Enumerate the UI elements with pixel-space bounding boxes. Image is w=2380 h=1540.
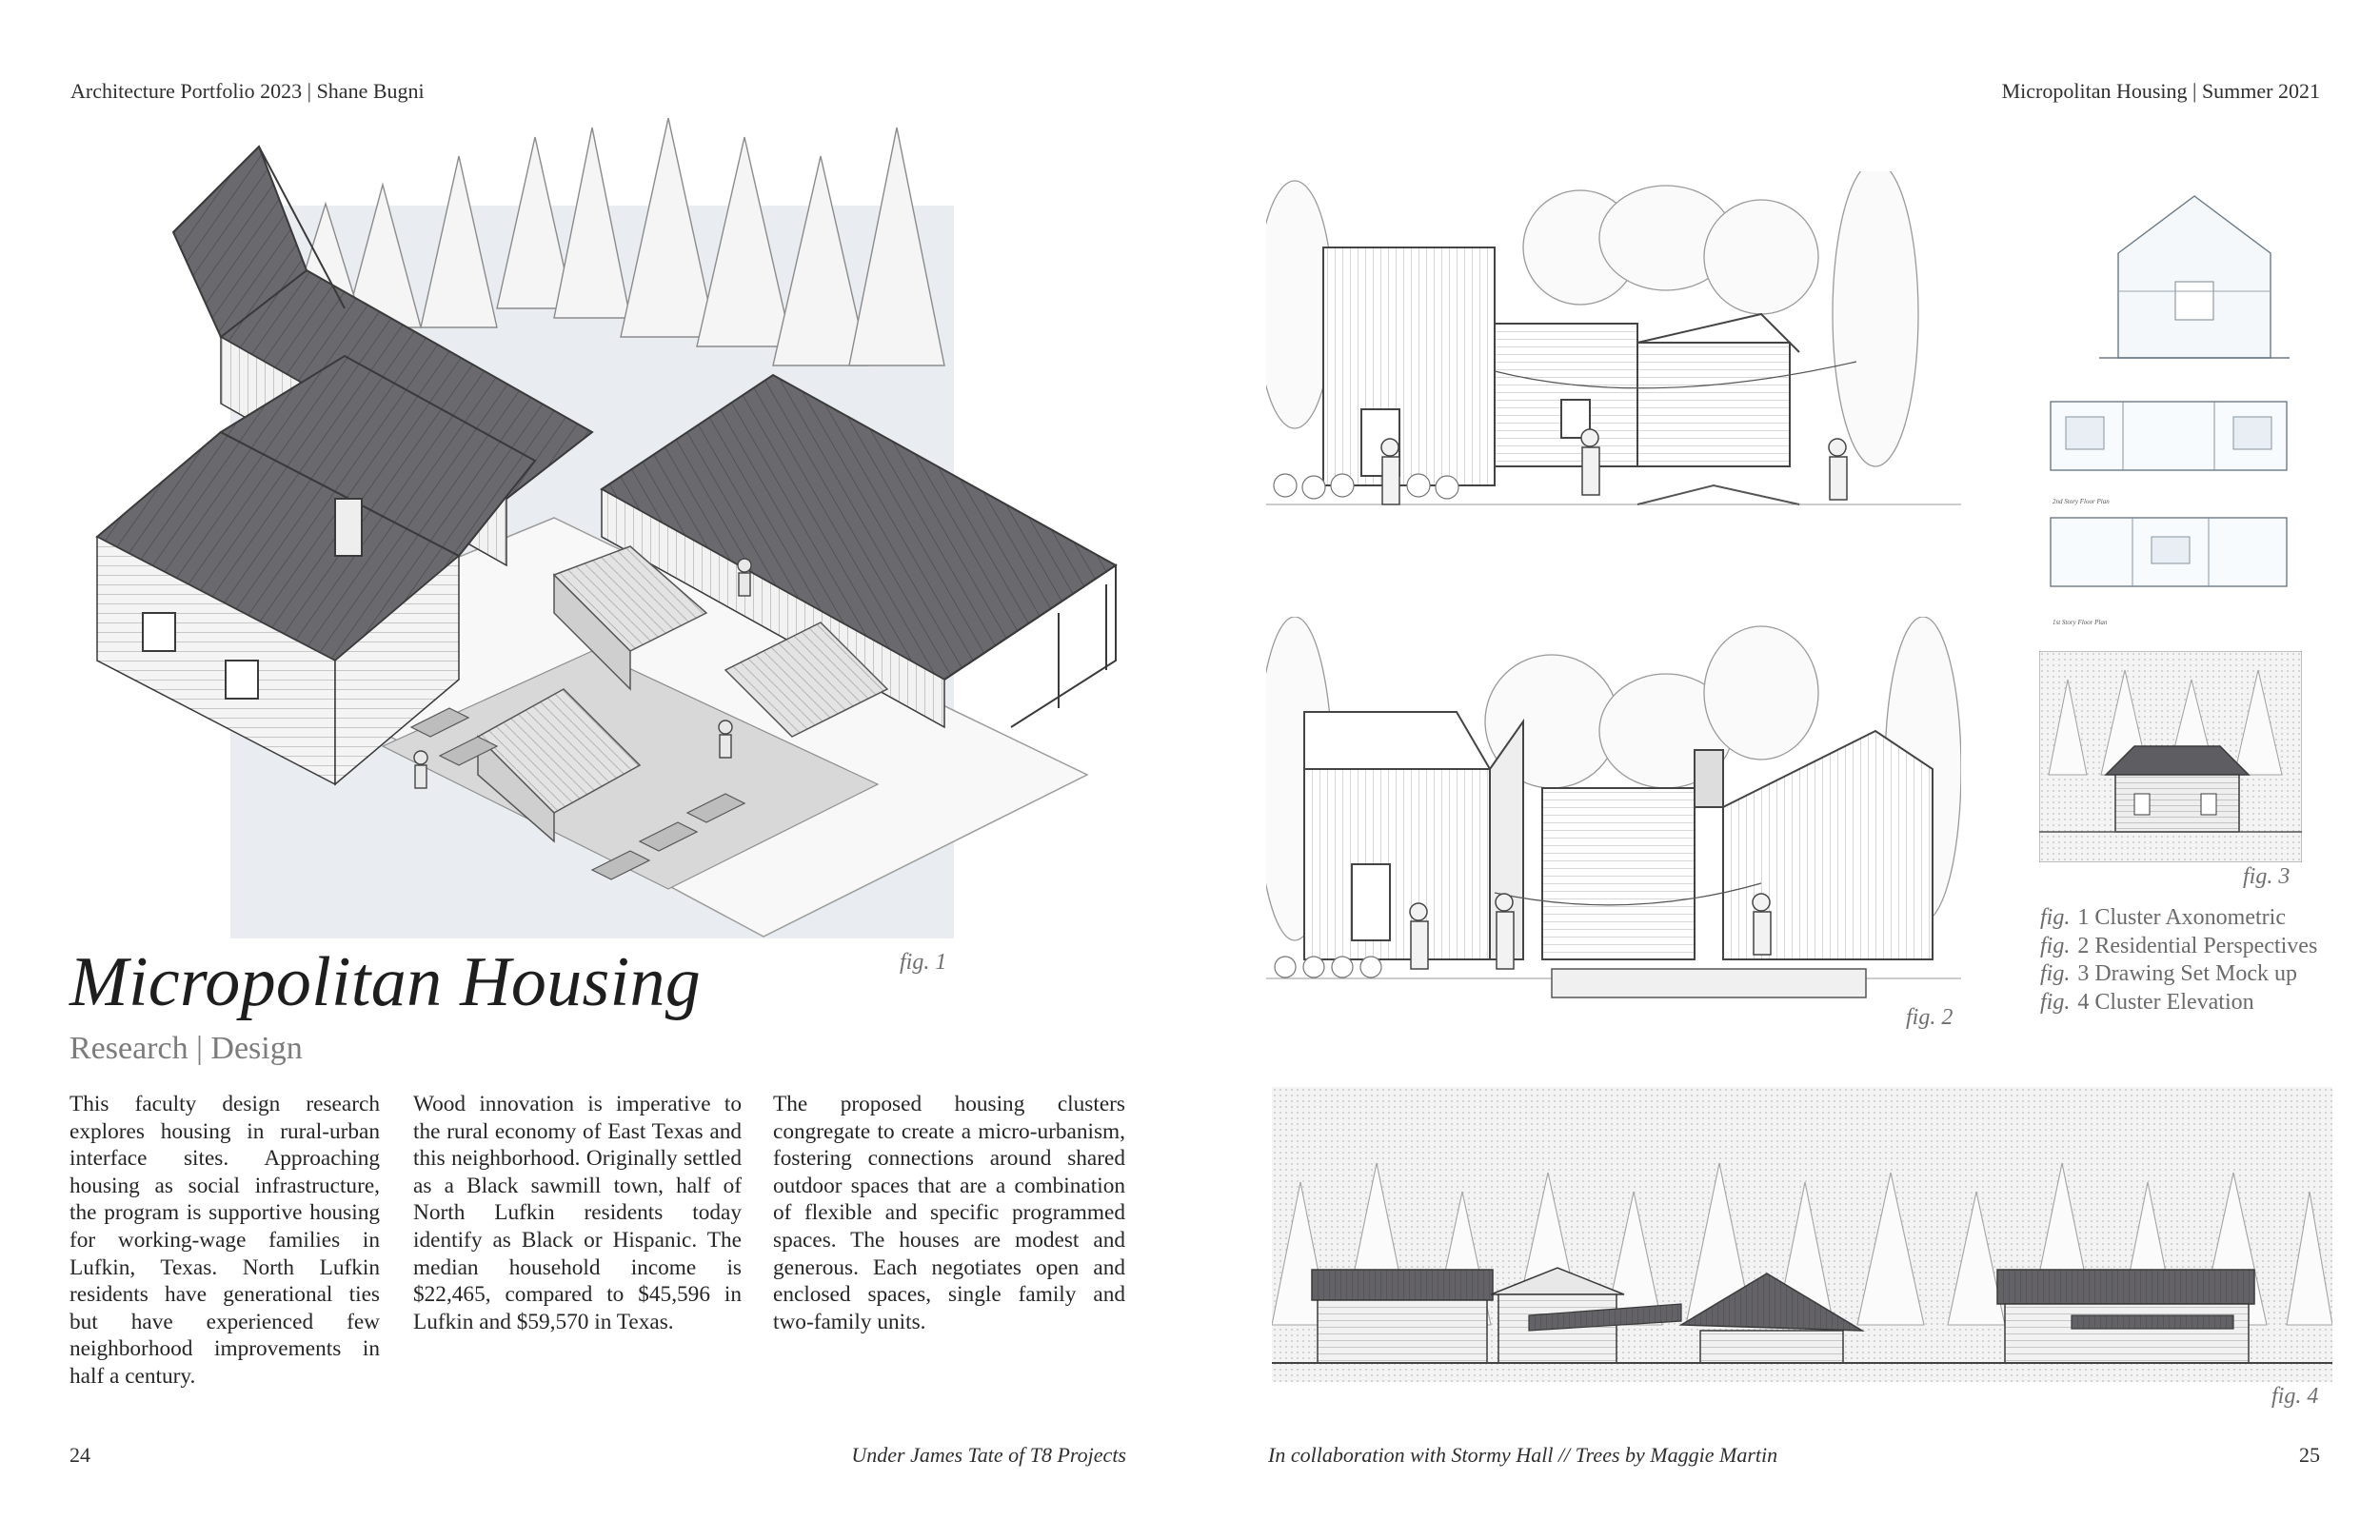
legend-text: 2 Residential Perspectives xyxy=(2077,933,2318,958)
body-column-1: This faculty design research explores housing in rural-urban interface sites. Approaching housing as social infrastructure, the program is supportive housing for working-wage families in Lufkin, Texas. North Lufkin residents have generational ties but have experienced few neighborhood improvements in half a century. xyxy=(69,1092,380,1389)
second-story-floor-plan xyxy=(2047,398,2291,501)
section-drawing xyxy=(2080,187,2309,373)
cluster-axonometric-drawing xyxy=(59,118,1135,942)
legend-text: 4 Cluster Elevation xyxy=(2077,989,2254,1015)
legend-item-3 xyxy=(2040,960,2317,989)
legend-fig-prefix: fig. xyxy=(2040,933,2071,958)
legend-fig-prefix: fig. xyxy=(2040,989,2071,1015)
residential-perspective-upper xyxy=(1266,171,1961,563)
figure-legend xyxy=(2040,904,2317,1017)
page-title: Micropolitan Housing xyxy=(69,943,702,1021)
legend-fig-prefix: fig. xyxy=(2040,905,2071,930)
fig4-label: fig. 4 xyxy=(2271,1384,2319,1409)
residential-perspective-lower xyxy=(1266,617,1961,1026)
project-header: Micropolitan Housing | Summer 2021 xyxy=(2001,79,2320,103)
legend-text: 3 Drawing Set Mock up xyxy=(2077,961,2297,986)
drawing-set-elevation xyxy=(2039,651,2302,862)
page-number-right: 25 xyxy=(2299,1443,2320,1467)
legend-item-4 xyxy=(2040,989,2317,1017)
second-story-plan-caption: 2nd Story Floor Plan xyxy=(2053,498,2110,505)
portfolio-header: Architecture Portfolio 2023 | Shane Bugni xyxy=(70,79,425,103)
fig3-label: fig. 3 xyxy=(2243,864,2291,889)
legend-text: 1 Cluster Axonometric xyxy=(2077,905,2286,930)
legend-item-2 xyxy=(2040,933,2317,961)
credit-right: In collaboration with Stormy Hall // Trees by Maggie Martin xyxy=(1268,1443,1778,1467)
legend-fig-prefix: fig. xyxy=(2040,961,2071,986)
page-subtitle: Research | Design xyxy=(69,1031,303,1066)
cluster-elevation-drawing xyxy=(1272,1087,2332,1382)
fig2-label: fig. 2 xyxy=(1906,1005,1954,1030)
fig1-label: fig. 1 xyxy=(900,950,947,975)
first-story-floor-plan xyxy=(2047,514,2291,617)
legend-item-1 xyxy=(2040,904,2317,933)
credit-left: Under James Tate of T8 Projects xyxy=(851,1443,1126,1467)
body-column-2: Wood innovation is imperative to the rural economy of East Texas and this neighborhood. Originally settled as a Black sawmill town, half of North Lufkin residents today identify as Black or Hispanic. The median household income is $22,465, compared to $45,596 in Lufkin and $59,570 in Texas. xyxy=(413,1092,742,1334)
first-story-plan-caption: 1st Story Floor Plan xyxy=(2053,619,2108,626)
page-number-left: 24 xyxy=(69,1443,90,1467)
body-column-3: The proposed housing clusters congregate to create a micro-urbanism, fostering connections around shared outdoor spaces that are a combination of flexible and specific programmed spaces. The houses are modest and generous. Each negotiates open and enclosed spaces, single family and two-family units. xyxy=(773,1092,1125,1334)
